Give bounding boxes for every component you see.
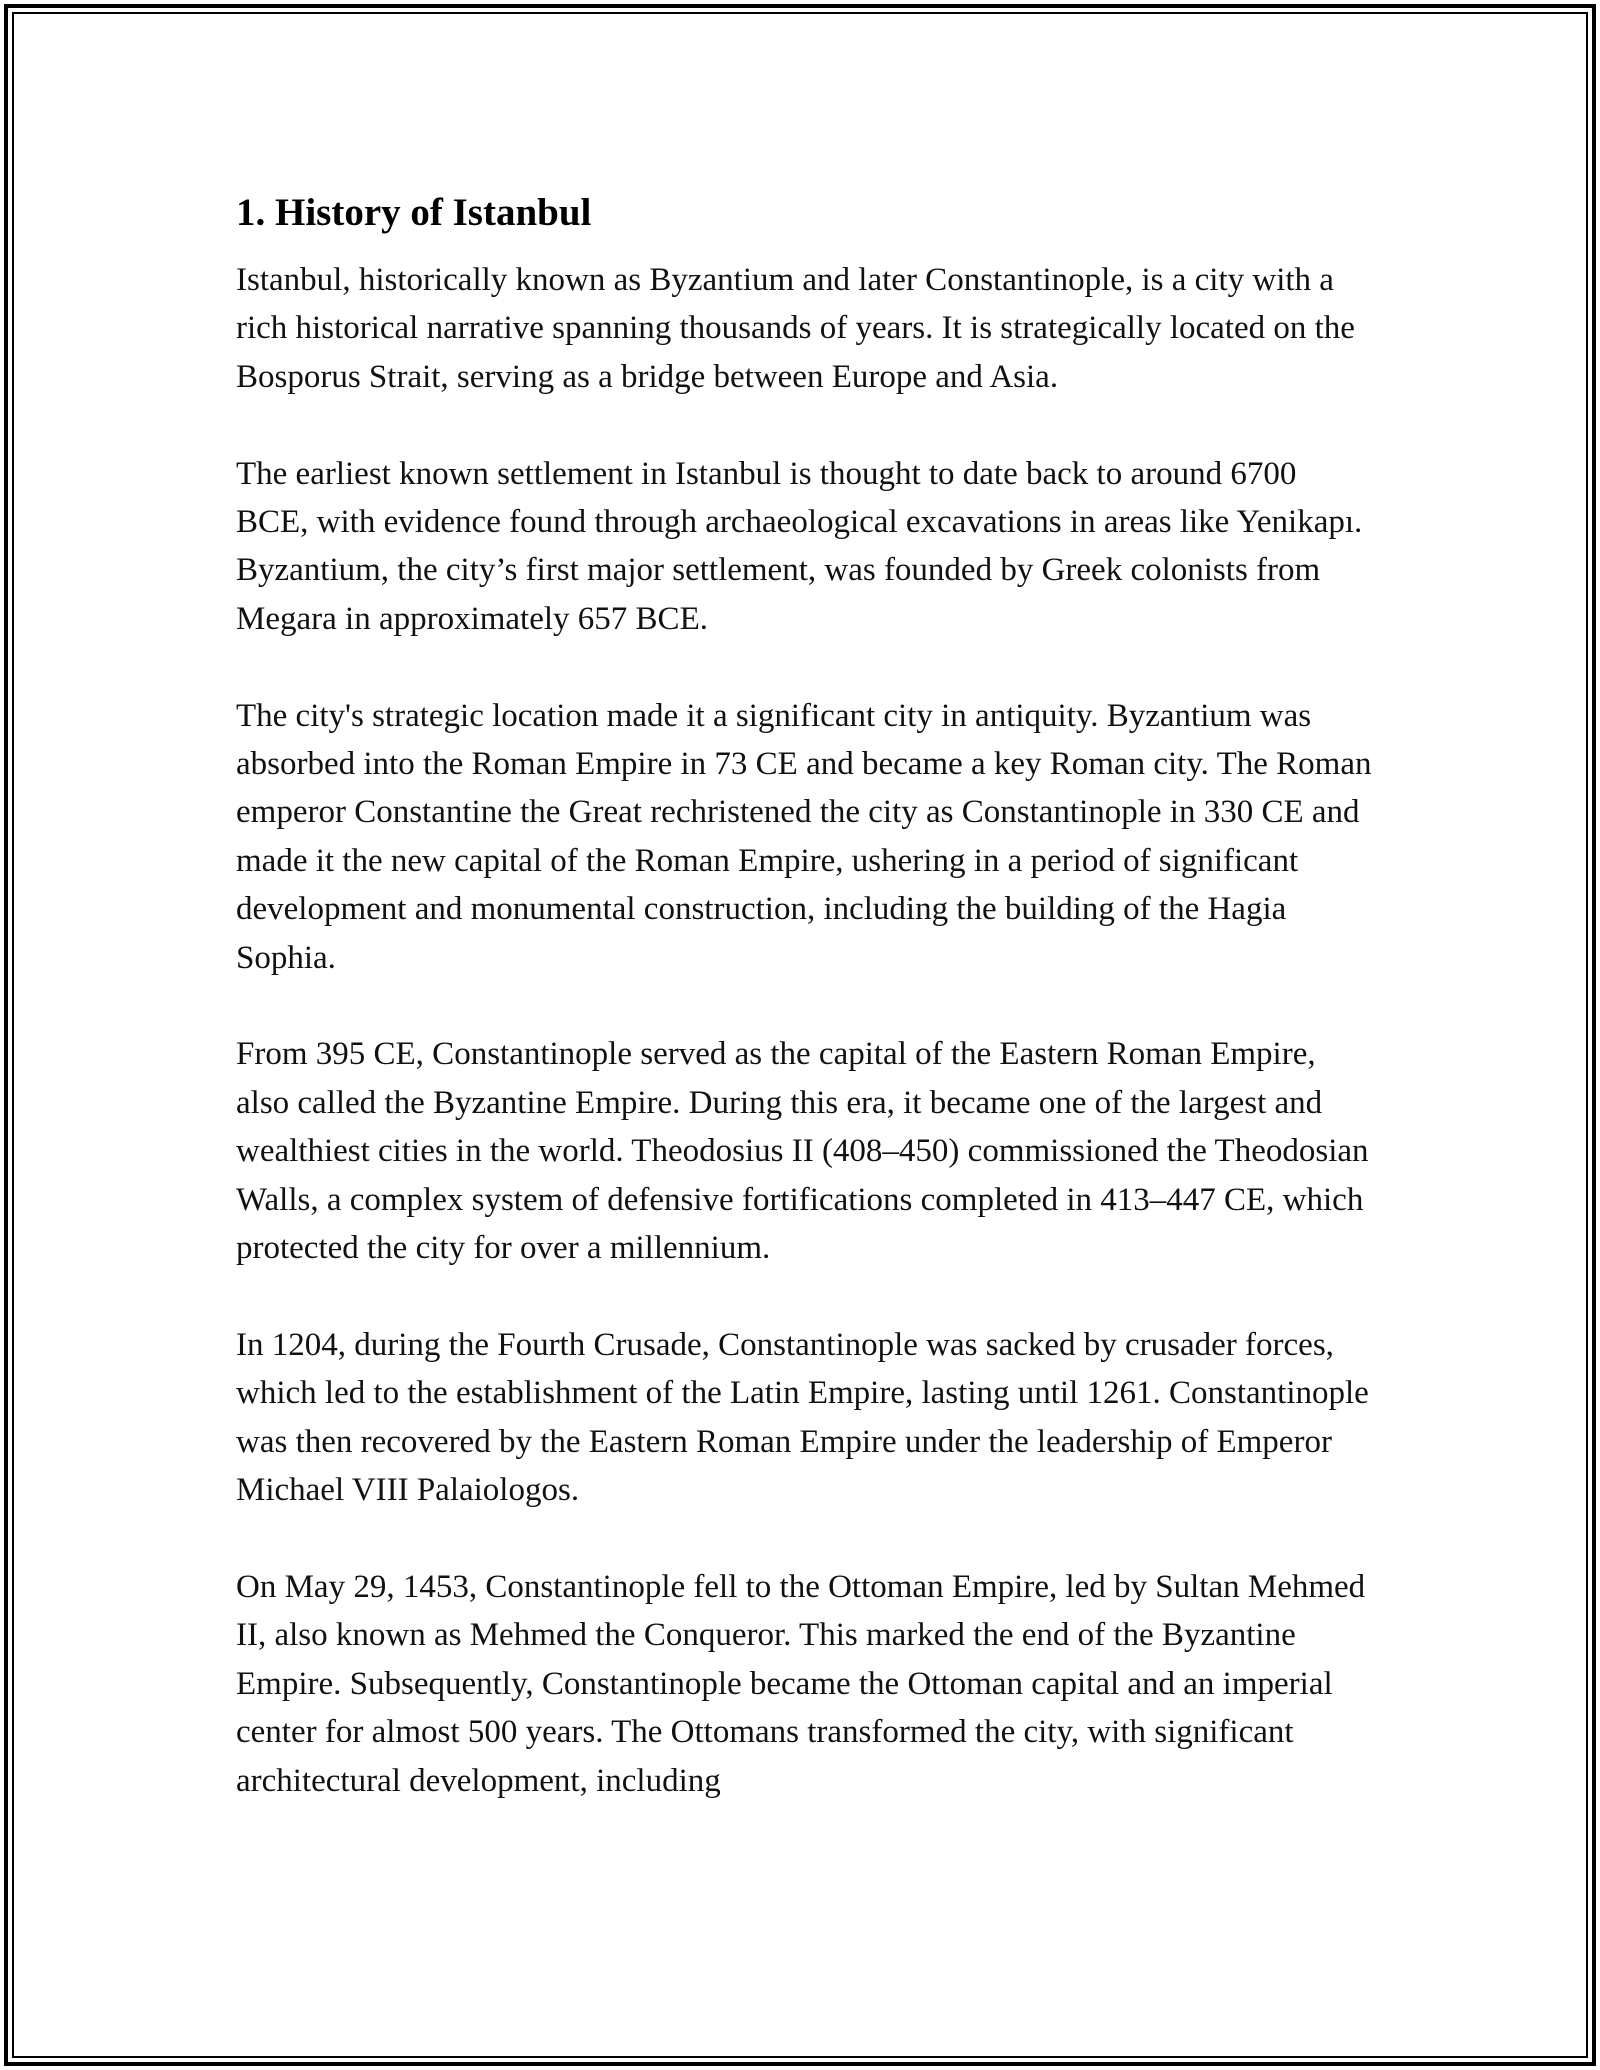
section-heading: 1. History of Istanbul [236, 191, 592, 234]
paragraph-fourth-crusade: In 1204, during the Fourth Crusade, Constantinople was sacked by crusader forces, which led to the establishment of the Latin Empire, lasting until 1261. Constantinople was then recovered by the Eastern Roman Empire under the leadership of Emperor Michael VIII Palaiologos. [236, 1326, 1369, 1509]
document-body [236, 188, 1376, 1805]
paragraph-earliest-settlement: The earliest known settlement in Istanbul is thought to date back to around 6700 BCE, with evidence found through archaeological excavations in areas like Yenikapı. Byzantium, the city’s first major settlement, was founded by Greek colonists from Megara in approximately 657 BCE. [236, 455, 1363, 637]
paragraph-roman-era: The city's strategic location made it a significant city in antiquity. Byzantium was absorbed into the Roman Empire in 73 CE and became a key Roman city. The Roman emperor Constantine the Great rechristened the city as Constantinople in 330 CE and made it the new capital of the Roman Empire, ushering in a period of significant development and monumental construction, including the building of the Hagia Sophia. [236, 697, 1372, 976]
paragraph-intro: Istanbul, historically known as Byzantium and later Constantinople, is a city with a rich historical narrative spanning thousands of years. It is strategically located on the Bosporus Strait, serving as a bridge between Europe and Asia. [236, 262, 1355, 395]
paragraph-byzantine-era: From 395 CE, Constantinople served as the capital of the Eastern Roman Empire, also called the Byzantine Empire. During this era, it became one of the largest and wealthiest cities in the world. Theodosius II (408–450) commissioned the Theodosian Walls, a complex system of defensive fortifications completed in 413–447 CE, which protected the city for over a millennium. [236, 1036, 1369, 1267]
paragraph-ottoman-conquest: On May 29, 1453, Constantinople fell to the Ottoman Empire, led by Sultan Mehmed II, also known as Mehmed the Conqueror. This marked the end of the Byzantine Empire. Subsequently, Constantinople became the Ottoman capital and an imperial center for almost 500 years. The Ottomans transformed the city, with significant architectural development, including [236, 1568, 1366, 1799]
